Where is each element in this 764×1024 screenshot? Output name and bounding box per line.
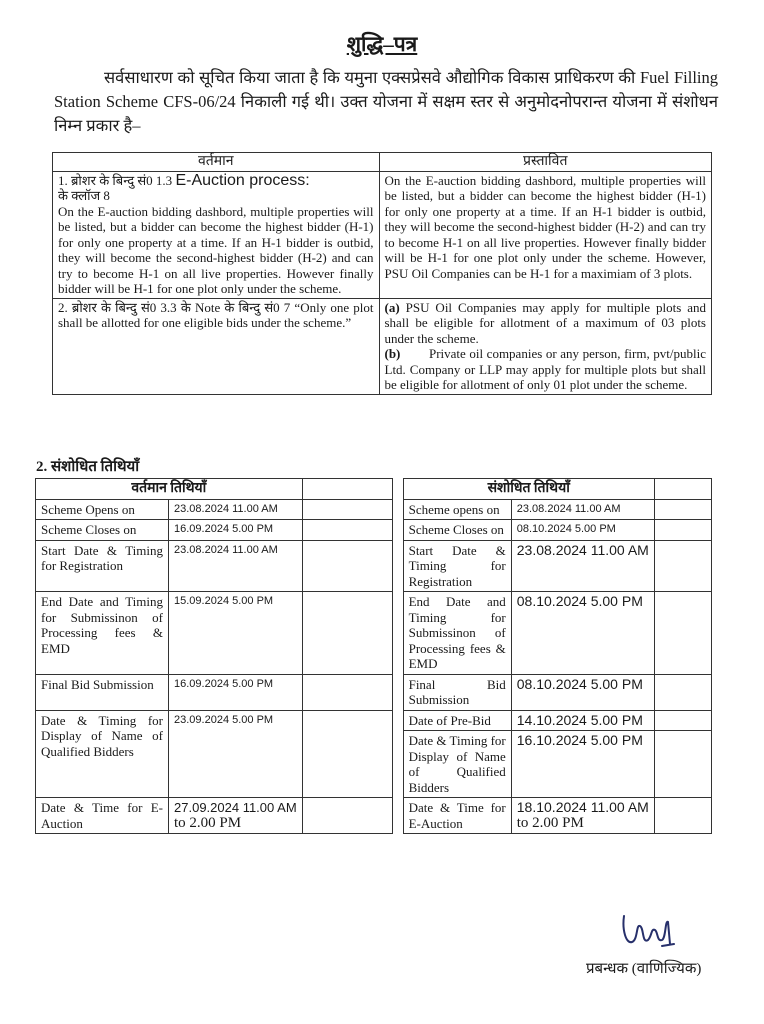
current-label: Start Date & Timing for Registration [36, 540, 169, 592]
table-row [36, 592, 712, 675]
page-title: शुद्धि–पत्र [346, 32, 418, 56]
row1-clause: के क्लॉज 8 [58, 188, 110, 203]
row1-current [53, 171, 380, 298]
revised-label: Final Bid Submission [403, 674, 511, 710]
current-date-end: to 2.00 PM [174, 814, 242, 831]
current-date: 23.09.2024 5.00 PM [169, 710, 303, 798]
row1-heading: E-Auction process: [175, 171, 310, 189]
revised-date: 08.10.2024 5.00 PM [511, 592, 654, 675]
revised-dates-header: संशोधित तिथियॉं [403, 479, 654, 500]
row1-proposed: On the E-auction bidding dashbord, multiple properties will be listed, but a bidder can become the highest bidder (H-1) for only one property at a time. If an H-1 bidder is outbid, they will become the second-highest bidder (H-2) and can try to become H-1 on all live properties. However finally bidder will be H-1 for one plot only under the scheme. However, PSU Oil Companies can be H-1 for a maximiam of 3 plots. [379, 171, 712, 298]
current-label: Scheme Opens on [36, 499, 169, 520]
table-row [53, 298, 712, 394]
row2-current: 2. ब्रोशर के बिन्दु सं0 3.3 के Note के बिन्दु सं0 7 “Only one plot shall be allotted for one eligible bids under the scheme.” [53, 298, 380, 394]
revised-label: Date & Timing for Display of Name of Qualified Bidders [403, 731, 511, 798]
current-date: 23.08.2024 11.00 AM [169, 499, 303, 520]
current-label: End Date and Timing for Submissinon of Processing fees & EMD [36, 592, 169, 675]
dates-table [35, 478, 712, 834]
revised-label: End Date and Timing for Submissinon of Processing fees & EMD [403, 592, 511, 675]
revised-date: 08.10.2024 5.00 PM [511, 520, 654, 541]
current-label: Date & Time for E-Auction [36, 798, 169, 834]
revised-date: 23.08.2024 11.00 AM [511, 499, 654, 520]
current-date: 16.09.2024 5.00 PM [169, 674, 303, 710]
table-row [36, 540, 712, 592]
current-date: 16.09.2024 5.00 PM [169, 520, 303, 541]
col-proposed-header: प्रस्तावित [379, 153, 712, 172]
current-date: 15.09.2024 5.00 PM [169, 592, 303, 675]
table-row [36, 798, 712, 834]
intro-paragraph: सर्वसाधारण को सूचित किया जाता है कि यमुना एक्सप्रेसवे औद्योगिक विकास प्राधिकरण की Fuel Filling Station Scheme CFS-06/24 निकाली गई थी। उक्त योजना में सक्षम स्तर से अनुमोदनोपरान्त योजना में संशोधन निम्न प्रकार है– [54, 68, 718, 135]
revised-date: 18.10.2024 11.00 AM [516, 799, 649, 815]
section-2-heading: 2. संशोधित तिथियॉं [36, 459, 140, 475]
current-date: 23.08.2024 11.00 AM [169, 540, 303, 592]
revised-label: Scheme opens on [403, 499, 511, 520]
revised-label: Date & Time for E-Auction [403, 798, 511, 834]
current-label: Date & Timing for Display of Name of Qualified Bidders [36, 710, 169, 798]
col-current-header: वर्तमान [53, 153, 380, 172]
current-date: 27.09.2024 11.00 AM [174, 800, 297, 815]
row2-proposed [379, 298, 712, 394]
signature [618, 910, 678, 954]
revised-date: 23.08.2024 11.00 AM [511, 540, 654, 592]
table-row [36, 710, 712, 731]
table-row [53, 171, 712, 298]
row1-current-text: On the E-auction bidding dashbord, multiple properties will be listed, but a bidder can become the highest bidder (H-1) for only one property at a time. If an H-1 bidder is outbid, they will become the second-highest bidder (H-2) and can try to become H-1 on all live properties. However finally bidder will be H-1 for one plot only under the scheme. [58, 203, 374, 296]
row2-b-label: (b) [384, 346, 401, 361]
row1-lead: 1. ब्रोशर के बिन्दु सं0 1.3 [58, 172, 173, 188]
revised-label: Date of Pre-Bid [403, 710, 511, 731]
row2-a-text: PSU Oil Companies may apply for multiple plots and shall be eligible for allotment of a maximum of 03 plots under the scheme. [384, 299, 706, 346]
revised-date: 16.10.2024 5.00 PM [511, 731, 654, 798]
revised-date-end: to 2.00 PM [516, 814, 584, 831]
table-row [36, 674, 712, 710]
table-row [36, 499, 712, 520]
revised-label: Scheme Closes on [403, 520, 511, 541]
table-row [36, 520, 712, 541]
amendment-table [52, 152, 712, 395]
current-label: Final Bid Submission [36, 674, 169, 710]
current-label: Scheme Closes on [36, 520, 169, 541]
row2-a-label: (a) [384, 299, 400, 315]
revised-date: 14.10.2024 5.00 PM [511, 710, 654, 731]
row2-b-text: Private oil companies or any person, firm, pvt/public Ltd. Company or LLP may apply for multiple plots but shall be eligible for allotment of only 01 plot under the scheme. [384, 346, 706, 392]
revised-label: Start Date & Timing for Registration [403, 540, 511, 592]
revised-date: 08.10.2024 5.00 PM [511, 674, 654, 710]
current-dates-header: वर्तमान तिथियॉं [36, 479, 303, 500]
current-date-cell [169, 798, 303, 834]
signatory-designation: प्रबन्धक (वाणिज्यिक) [586, 961, 702, 977]
revised-date-cell [511, 798, 654, 834]
